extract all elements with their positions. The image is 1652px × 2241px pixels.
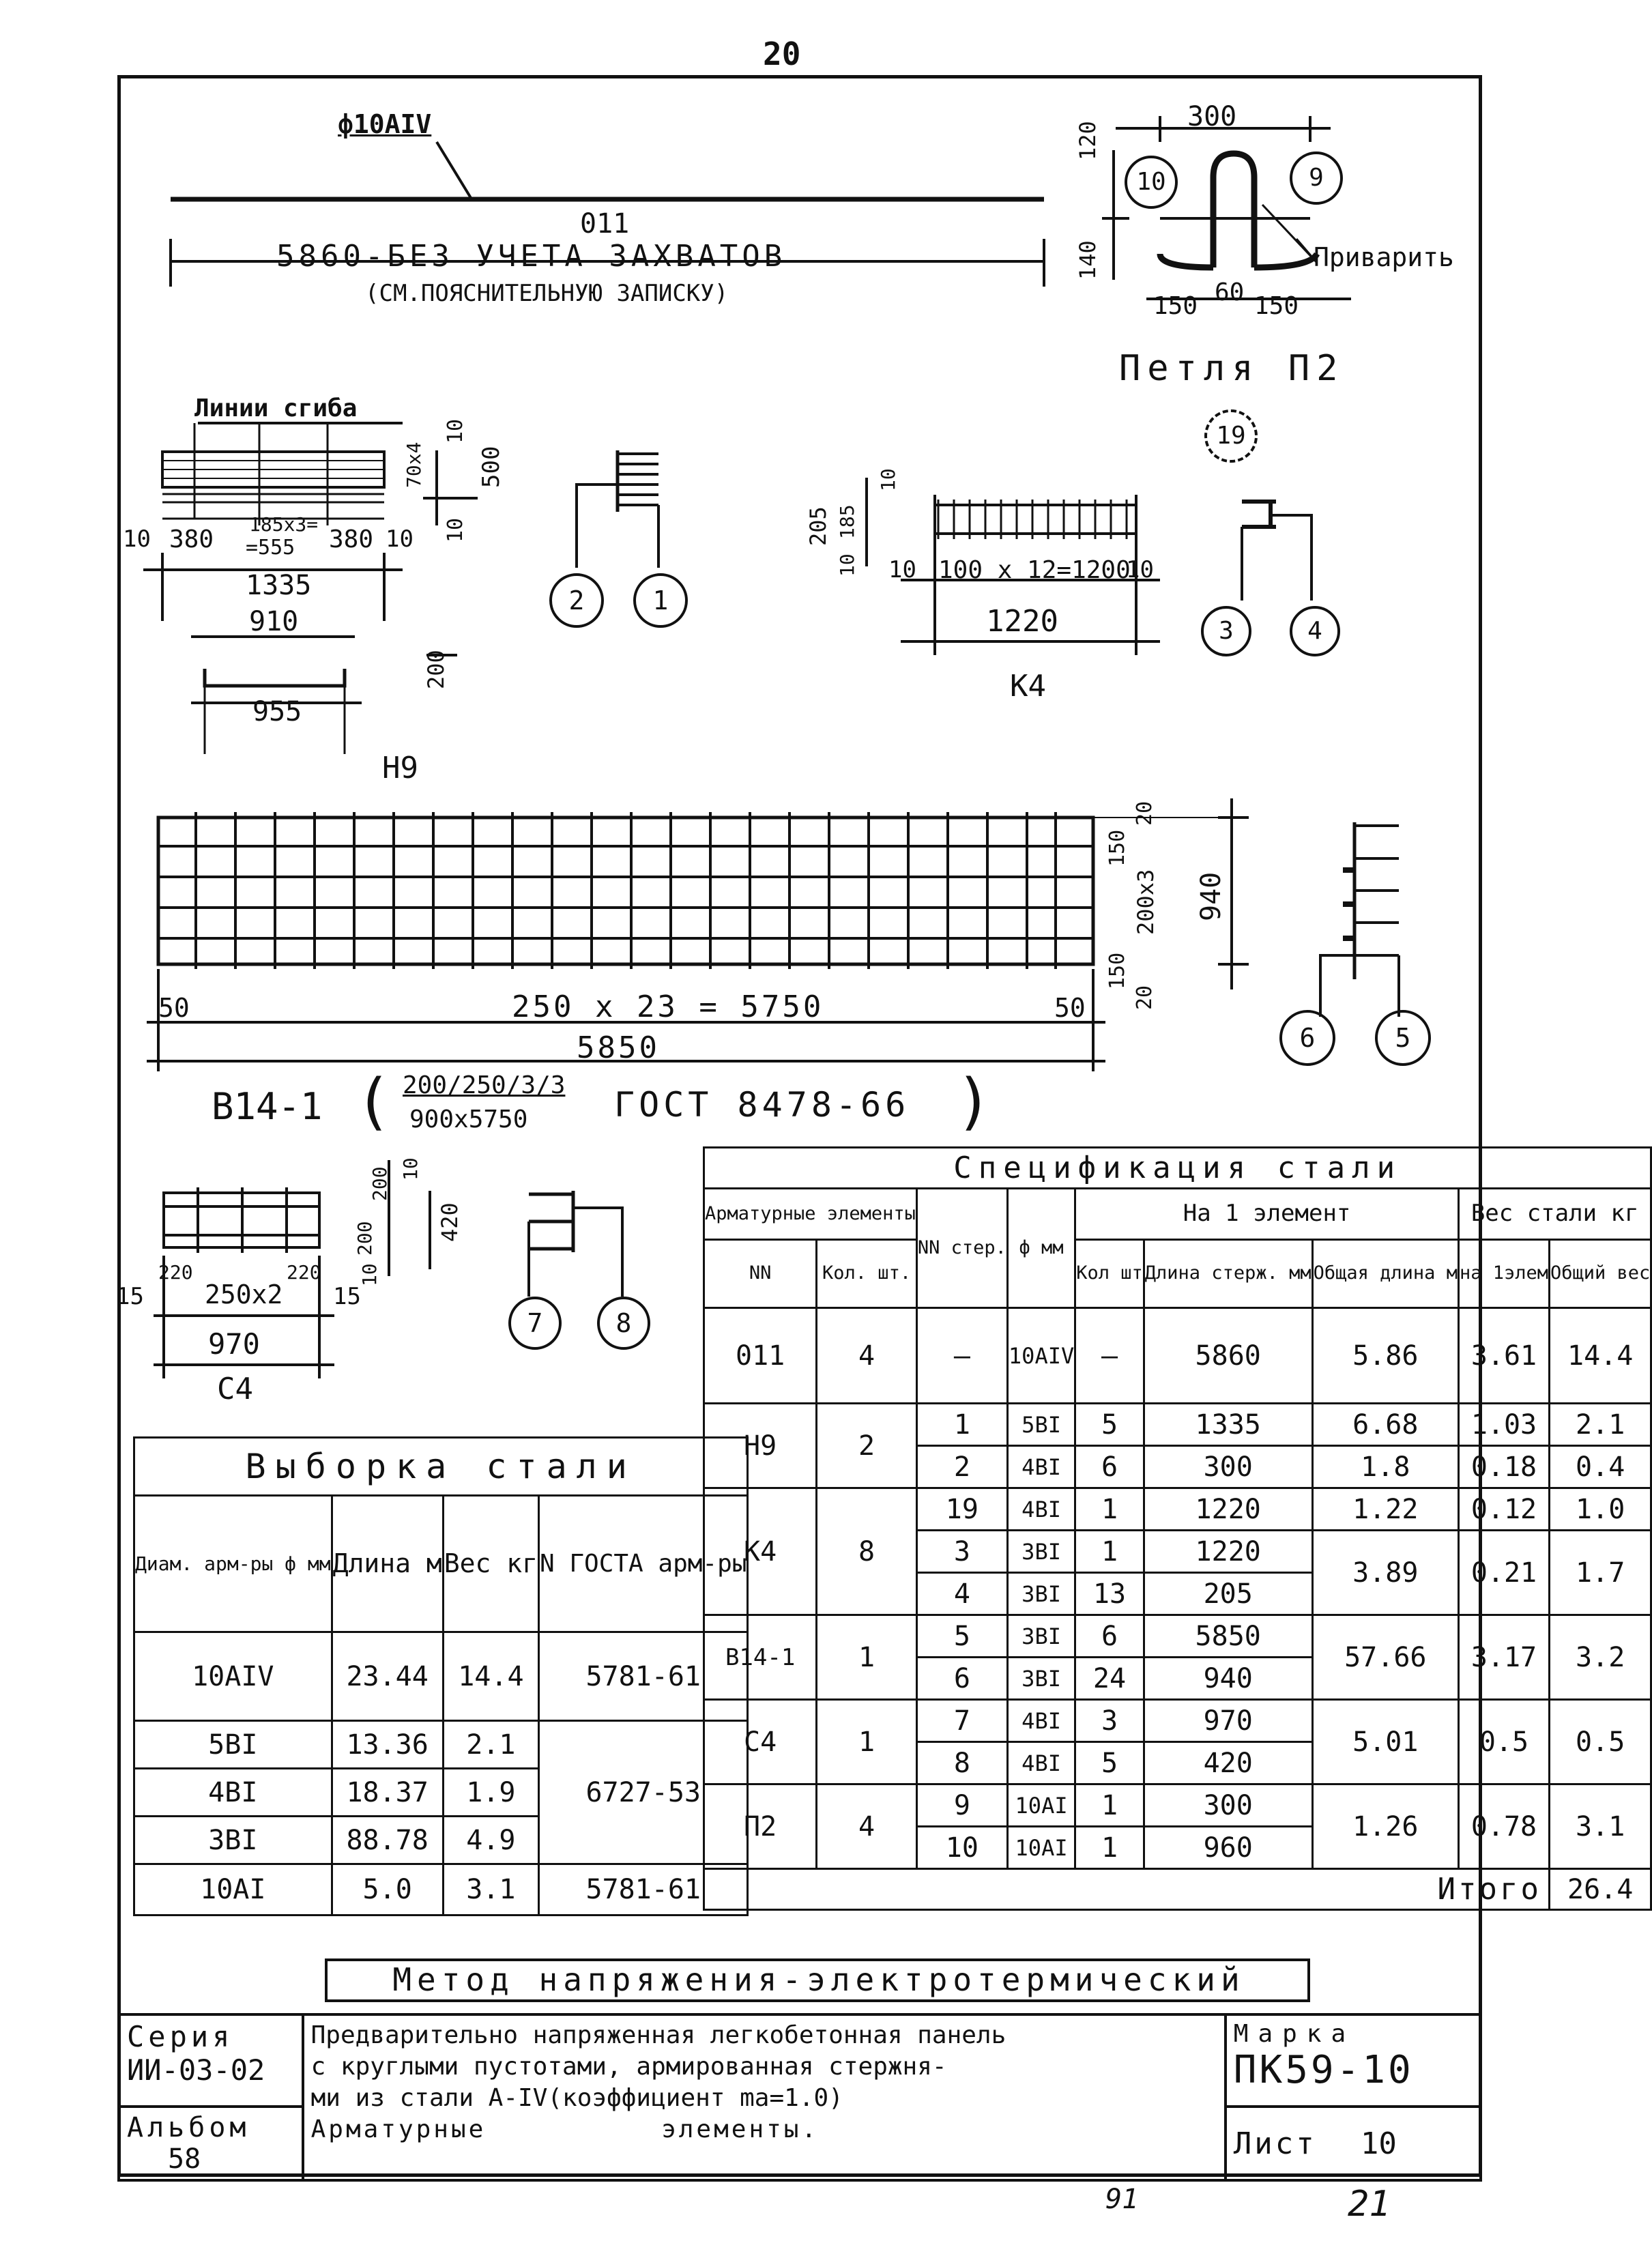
n9-dim-bent-h: 200 [423,650,449,689]
spec-cell: 4ВI [1007,1446,1075,1488]
k4-dim-left-10: 10 [888,556,916,583]
spec-cell: 5 [1075,1742,1144,1784]
series-value: ИИ-03-02 [127,2053,265,2087]
sheet-label: Лист [1233,2126,1317,2161]
selection-header-weight: Вес кг [443,1496,538,1632]
spec-cell: 3ВI [1007,1658,1075,1700]
spec-title: Спецификация стали [704,1148,1651,1189]
spec-cell: П2 [704,1784,817,1869]
n9-dim-380a: 380 [169,525,214,553]
b14-formula-bracket-close: ) [955,1066,993,1138]
k4-dim-span: 100 x 12=1200 [938,556,1131,584]
spec-cell: 1.7 [1550,1531,1651,1615]
mark-value: ПК59-10 [1233,2048,1414,2092]
spec-header-total-len: Общая длина м [1312,1240,1458,1308]
spec-cell: 0.18 [1458,1446,1549,1488]
spec-cell: 10 [916,1827,1007,1869]
spec-cell: 5 [1075,1404,1144,1446]
spec-cell: 1335 [1144,1404,1312,1446]
table-row [134,1864,748,1915]
description-line: ми из стали А-IV(коэффициент mа=1.0) [310,2084,843,2113]
spec-cell: 7 [916,1700,1007,1742]
spec-header-w-per: на 1элем [1458,1240,1549,1308]
b14-marker-6: 6 [1279,1010,1335,1066]
spec-cell: 3ВI [1007,1573,1075,1615]
spec-cell: С4 [704,1700,817,1784]
selection-cell: 3ВI [134,1817,332,1864]
spec-header-nn: NN [704,1240,817,1308]
spec-header-rod-qty: Кол шт [1075,1240,1144,1308]
spec-cell: 1.8 [1312,1446,1458,1488]
b14-dim-t20: 20 [1133,800,1157,826]
spec-cell: 13 [1075,1573,1144,1615]
n9-dim-top-right: 10 [444,418,467,444]
spec-cell: 5850 [1144,1615,1312,1658]
c4-dim-right-15: 15 [333,1283,361,1310]
b14-dim-200x3: 200x3 [1133,869,1159,935]
selection-header-len: Длина м [332,1496,443,1632]
selection-cell: 13.36 [332,1721,443,1769]
spec-cell: 0.78 [1458,1784,1549,1869]
loop-dim-h1: 120 [1075,121,1101,160]
selection-cell: 5781-61 [539,1632,748,1721]
n9-marker-1: 1 [633,573,688,628]
selection-cell: 18.37 [332,1769,443,1817]
bar-011-note: (СМ.ПОЯСНИТЕЛЬНУЮ ЗАПИСКУ) [365,280,729,307]
spec-cell: 3.61 [1458,1308,1549,1404]
table-row [704,1869,1651,1910]
spec-cell: — [1075,1308,1144,1404]
selection-cell: 5.0 [332,1864,443,1915]
spec-cell: 2.1 [1550,1404,1651,1446]
mark-cell [1226,2014,1481,2107]
table-row [704,1404,1651,1446]
c4-dim-left-220: 220 [158,1261,193,1284]
spec-cell: 5 [916,1615,1007,1658]
spec-cell: 3.2 [1550,1615,1651,1700]
sheet-value: 10 [1360,2126,1397,2161]
selection-header-dia: Диам. арм-ры ф мм [134,1496,332,1632]
spec-cell: 3.89 [1312,1531,1458,1615]
spec-cell: 14.4 [1550,1308,1651,1404]
spec-cell: 0.12 [1458,1488,1549,1531]
spec-header-w-total: Общий вес [1550,1240,1651,1308]
table-row [704,1784,1651,1827]
spec-cell: 0.5 [1458,1700,1549,1784]
bar-011-mark: 011 [580,208,630,240]
b14-dim-span: 250 x 23 = 5750 [512,989,824,1024]
spec-cell: 420 [1144,1742,1312,1784]
spec-cell: 3ВI [1007,1615,1075,1658]
selection-cell: 23.44 [332,1632,443,1721]
selection-cell: 1.9 [443,1769,538,1817]
table-row [704,1308,1651,1404]
selection-cell: 88.78 [332,1817,443,1864]
b14-dim-right-50: 50 [1054,993,1086,1023]
spec-cell: 1.26 [1312,1784,1458,1869]
spec-cell: К4 [704,1488,817,1615]
spec-cell: 4 [916,1573,1007,1615]
spec-cell: Н9 [704,1404,817,1488]
selection-title: Выборка стали [134,1438,748,1496]
k4-dim-185: 185 [836,504,858,539]
description-line: Предварительно напряженная легкобетонная панель [310,2021,1006,2049]
bar-011-length-label: 5860-БЕЗ УЧЕТА ЗАХВАТОВ [276,239,787,274]
n9-bend-label: Линии сгиба [194,394,358,422]
spec-cell: 3ВI [1007,1531,1075,1573]
k4-dim-top-10: 10 [877,468,899,491]
spec-total-label: Итого [704,1869,1550,1910]
spec-header-elements: Арматурные элементы [704,1189,917,1240]
n9-dim-500: 500 [478,446,505,488]
spec-cell: 19 [916,1488,1007,1531]
loop-marker-10: 10 [1125,156,1178,209]
spec-table [703,1146,1652,1911]
spec-cell: 4ВI [1007,1700,1075,1742]
k4-dim-total: 1220 [986,604,1058,639]
c4-marker-7: 7 [508,1297,562,1350]
n9-name: Н9 [382,751,418,785]
loop-dim-h2: 140 [1075,240,1101,280]
spec-cell: 3.17 [1458,1615,1549,1700]
loop-dim-top: 300 [1187,101,1237,132]
bar-011-diameter-label: ф10АIV [338,109,432,139]
c4-dim-left-15: 15 [116,1283,144,1310]
spec-header-per-elem: На 1 элемент [1075,1189,1459,1240]
b14-dim-t150: 150 [1105,829,1129,867]
spec-cell: 205 [1144,1573,1312,1615]
spec-cell: 3.1 [1550,1784,1651,1869]
leader-line [437,142,471,198]
spec-cell: 4 [817,1784,917,1869]
spec-cell: 1 [817,1700,917,1784]
series-label: Серия [127,2020,234,2053]
b14-dim-left-50: 50 [158,993,190,1023]
spec-cell: В14-1 [704,1615,817,1700]
spec-cell: 1.0 [1550,1488,1651,1531]
spec-cell: 2 [916,1446,1007,1488]
c4-dim-200a: 200 [368,1166,391,1201]
selection-cell: 2.1 [443,1721,538,1769]
sheet-cell [1226,2107,1481,2180]
spec-cell: 1220 [1144,1531,1312,1573]
b14-marker-5: 5 [1375,1010,1431,1066]
spec-cell: 011 [704,1308,817,1404]
loop-dim-mid: 60 [1215,278,1245,306]
album-cell [119,2107,303,2180]
spec-header-rod-len: Длина стерж. мм [1144,1240,1312,1308]
selection-table [133,1436,749,1916]
n9-dim-555: =555 [246,536,295,560]
spec-cell: 1.03 [1458,1404,1549,1446]
spec-cell: 0.4 [1550,1446,1651,1488]
loop-marker-9: 9 [1290,151,1343,205]
album-value: 58 [168,2143,201,2175]
b14-standard: ГОСТ 8478-66 [614,1085,910,1125]
b14-dim-940: 940 [1195,871,1227,921]
series-cell [119,2014,303,2107]
spec-cell: 57.66 [1312,1615,1458,1700]
table-row [704,1700,1651,1742]
spec-cell: 1 [1075,1488,1144,1531]
spec-cell: 960 [1144,1827,1312,1869]
k4-marker-19: 19 [1204,409,1258,463]
b14-dim-b20: 20 [1133,985,1157,1010]
n9-dim-right-10: 10 [386,525,414,553]
k4-name: К4 [1010,669,1046,704]
spec-cell: 9 [916,1784,1007,1827]
c4-dim-420: 420 [437,1202,463,1242]
selection-cell: 5781-61 [539,1864,748,1915]
description-cell [303,2014,1226,2180]
spec-cell: 5.01 [1312,1700,1458,1784]
spec-cell: 4ВI [1007,1742,1075,1784]
n9-dim-bent-bottom: 955 [252,696,302,727]
c4-dim-200b: 200 [353,1221,376,1256]
spec-cell: 10АIV [1007,1308,1075,1404]
mark-label: Марка [1233,2020,1356,2048]
c4-marker-8: 8 [597,1297,650,1350]
spec-cell: 6 [916,1658,1007,1700]
spec-cell: 1 [1075,1827,1144,1869]
title-block [117,2013,1482,2182]
selection-cell: 10АIV [134,1632,332,1721]
selection-cell: 5ВI [134,1721,332,1769]
c4-dim-total: 970 [208,1327,260,1361]
spec-cell: 6 [1075,1615,1144,1658]
spec-cell: — [916,1308,1007,1404]
b14-dim-b150: 150 [1105,952,1129,989]
n9-dim-185x3: 185x3= [249,513,319,536]
footer-right-number: 21 [1348,2184,1391,2225]
spec-cell: 5ВI [1007,1404,1075,1446]
spec-cell: 8 [817,1488,917,1615]
spec-header-rod-nn: NN стер. [916,1189,1007,1308]
c4-dim-10b: 10 [358,1263,381,1286]
spec-header-dia: ф мм [1007,1189,1075,1308]
spec-cell: 300 [1144,1446,1312,1488]
loop-dim-right: 150 [1254,292,1299,320]
description-line: с круглыми пустотами, армированная стержня- [310,2053,947,2081]
spec-cell: 0.5 [1550,1700,1651,1784]
spec-cell: 24 [1075,1658,1144,1700]
table-row [704,1615,1651,1658]
c4-name: С4 [217,1372,253,1406]
k4-dim-right-10: 10 [1126,556,1154,583]
table-row [134,1721,748,1769]
spec-cell: 8 [916,1742,1007,1784]
loop-title: Петля П2 [1119,348,1345,389]
loop-dim-left: 150 [1153,292,1198,320]
spec-cell: 6 [1075,1446,1144,1488]
selection-cell: 14.4 [443,1632,538,1721]
k4-marker-4: 4 [1290,606,1340,656]
page-number: 20 [763,35,801,72]
spec-cell: 1 [1075,1784,1144,1827]
mesh-b14-drawing [147,798,1399,1071]
c4-dim-10a: 10 [399,1157,422,1181]
spec-cell: 4 [817,1308,917,1404]
k4-marker-3: 3 [1201,606,1251,656]
n9-marker-2: 2 [549,573,604,628]
spec-cell: 1 [916,1404,1007,1446]
spec-header-weight: Вес стали кг [1458,1189,1651,1240]
spec-header-qty: Кол. шт. [817,1240,917,1308]
spec-cell: 3 [916,1531,1007,1573]
spec-total-value: 26.4 [1550,1869,1651,1910]
selection-cell: 3.1 [443,1864,538,1915]
n9-dim-left-10: 10 [123,525,151,553]
spec-cell: 1 [817,1615,917,1700]
spec-cell: 2 [817,1404,917,1488]
n9-dim-bottom-right: 10 [444,517,467,543]
b14-formula-denominator: 900x5750 [409,1105,528,1133]
spec-cell: 5.86 [1312,1308,1458,1404]
selection-cell: 4.9 [443,1817,538,1864]
spec-cell: 1 [1075,1531,1144,1573]
b14-dim-total: 5850 [577,1030,660,1065]
k4-dim-bot-10: 10 [836,553,858,577]
spec-cell: 1220 [1144,1488,1312,1531]
spec-cell: 1.22 [1312,1488,1458,1531]
selection-cell: 10АI [134,1864,332,1915]
selection-header-gost: N ГОСТА арм-ры [539,1496,748,1632]
k4-dim-205: 205 [805,506,831,546]
spec-cell: 300 [1144,1784,1312,1827]
album-label: Альбом [127,2112,250,2143]
spec-cell: 0.21 [1458,1531,1549,1615]
c4-dim-right-220: 220 [287,1261,321,1284]
table-row [704,1488,1651,1531]
spec-cell: 3 [1075,1700,1144,1742]
spec-cell: 940 [1144,1658,1312,1700]
c4-dim-span: 250x2 [205,1279,283,1310]
n9-dim-70x4: 70x4 [403,442,425,488]
footer-left-number: 91 [1105,2184,1139,2215]
n9-dim-bent-top: 910 [249,606,299,637]
b14-formula-numerator: 200/250/3/3 [403,1071,566,1099]
n9-dim-total: 1335 [246,570,312,601]
spec-cell: 970 [1144,1700,1312,1742]
selection-cell: 4ВI [134,1769,332,1817]
spec-cell: 4ВI [1007,1488,1075,1531]
b14-formula-bracket: ( [355,1066,392,1138]
spec-cell: 10АI [1007,1827,1075,1869]
b14-name: В14-1 [212,1085,323,1128]
spec-cell: 10АI [1007,1784,1075,1827]
spec-cell: 6.68 [1312,1404,1458,1446]
loop-weld-label: Приварить [1314,242,1454,272]
method-label: Метод напряжения-электротермический [392,1961,1245,1998]
n9-dim-380b: 380 [329,525,374,553]
selection-cell: 6727-53 [539,1721,748,1864]
spec-cell: 5860 [1144,1308,1312,1404]
table-row [134,1632,748,1721]
description-line: Арматурные элементы. [310,2115,820,2144]
